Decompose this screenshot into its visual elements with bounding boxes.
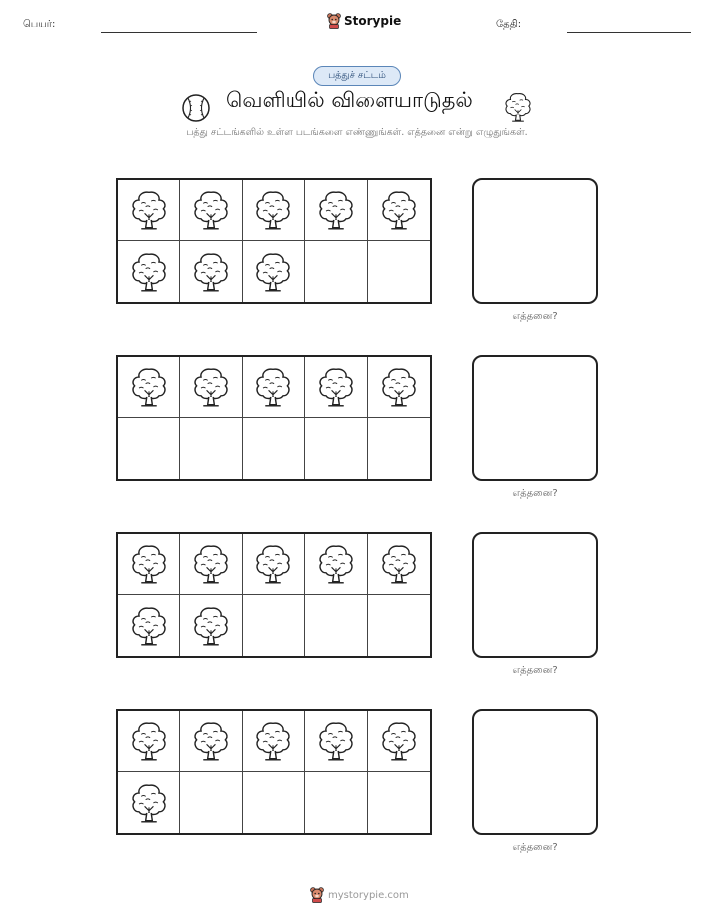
answer-box[interactable] (472, 532, 598, 658)
tree-icon (129, 366, 169, 408)
tree-icon (316, 720, 356, 762)
ten-frame-cell (368, 241, 430, 302)
tree-icon (316, 366, 356, 408)
tree-icon (379, 189, 419, 231)
date-line[interactable] (567, 32, 691, 33)
ten-frame-cell (368, 772, 430, 833)
ten-frame-cell (118, 418, 180, 479)
ten-frame-cell (305, 180, 367, 241)
date-label: தேதி: (496, 19, 522, 30)
ten-frame-cell (368, 711, 430, 772)
tree-icon (129, 189, 169, 231)
ten-frame-cell (243, 357, 305, 418)
ten-frame-cell (118, 595, 180, 656)
ten-frame-cell (305, 241, 367, 302)
tree-icon (253, 720, 293, 762)
ten-frame-cell (243, 534, 305, 595)
tree-icon (316, 189, 356, 231)
worksheet-title: வெளியில் விளையாடுதல் (226, 88, 473, 112)
ten-frame-cell (305, 711, 367, 772)
tree-icon (253, 251, 293, 293)
tree-icon (191, 543, 231, 585)
ten-frame-cell (118, 534, 180, 595)
ten-frame-cell (305, 595, 367, 656)
ten-frame-cell (118, 357, 180, 418)
ten-frame-cell (368, 180, 430, 241)
ten-frame-cell (180, 241, 242, 302)
answer-box[interactable] (472, 355, 598, 481)
ten-frame-cell (243, 772, 305, 833)
ten-frame-cell (368, 357, 430, 418)
ten-frame-cell (243, 711, 305, 772)
footer (310, 887, 409, 903)
question-label: எத்தனை? (512, 311, 558, 322)
ten-frame-cell (180, 772, 242, 833)
tree-icon (379, 366, 419, 408)
tree-icon (253, 189, 293, 231)
answer-box[interactable] (472, 178, 598, 304)
worksheet-type-badge: பத்துச் சட்டம் (313, 66, 401, 86)
ten-frame (116, 532, 432, 658)
tree-icon (129, 543, 169, 585)
tree-icon (191, 189, 231, 231)
tree-icon (191, 366, 231, 408)
ten-frame-cell (243, 418, 305, 479)
ten-frame-cell (305, 534, 367, 595)
question-label: எத்தனை? (512, 842, 558, 853)
tree-icon (129, 251, 169, 293)
tree-icon (379, 720, 419, 762)
tree-icon (253, 366, 293, 408)
ten-frame-cell (305, 357, 367, 418)
ten-frame-cell (243, 595, 305, 656)
ten-frame-cell (305, 772, 367, 833)
ten-frame-cell (118, 711, 180, 772)
ten-frame-cell (243, 241, 305, 302)
ten-frame-cell (118, 180, 180, 241)
tree-icon (503, 91, 533, 123)
ten-frame-cell (180, 418, 242, 479)
name-label: பெயர்: (23, 19, 56, 30)
storypie-bear-logo (310, 887, 324, 903)
ten-frame-cell (243, 180, 305, 241)
tree-icon (316, 543, 356, 585)
baseball-icon (181, 93, 211, 123)
brand-logo (327, 13, 401, 29)
footer-url: mystorypie.com (328, 889, 409, 901)
question-label: எத்தனை? (512, 488, 558, 499)
tree-icon (129, 782, 169, 824)
ten-frame-cell (180, 180, 242, 241)
ten-frame-cell (118, 772, 180, 833)
ten-frame-cell (368, 418, 430, 479)
ten-frame-cell (180, 595, 242, 656)
ten-frame (116, 355, 432, 481)
tree-icon (191, 251, 231, 293)
ten-frame-cell (180, 534, 242, 595)
question-label: எத்தனை? (512, 665, 558, 676)
tree-icon (379, 543, 419, 585)
ten-frame-cell (180, 711, 242, 772)
ten-frame-cell (305, 418, 367, 479)
tree-icon (253, 543, 293, 585)
instructions: பத்து சட்டங்களில் உள்ள படங்களை எண்ணுங்கள். எத்தனை என்று எழுதுங்கள். (186, 127, 528, 138)
ten-frame (116, 178, 432, 304)
ten-frame-cell (368, 534, 430, 595)
answer-box[interactable] (472, 709, 598, 835)
ten-frame-cell (118, 241, 180, 302)
storypie-bear-logo (327, 13, 341, 29)
tree-icon (191, 605, 231, 647)
tree-icon (129, 605, 169, 647)
tree-icon (191, 720, 231, 762)
ten-frame-cell (180, 357, 242, 418)
ten-frame (116, 709, 432, 835)
brand-name: Storypie (344, 14, 402, 28)
ten-frame-cell (368, 595, 430, 656)
name-line[interactable] (101, 32, 257, 33)
tree-icon (129, 720, 169, 762)
